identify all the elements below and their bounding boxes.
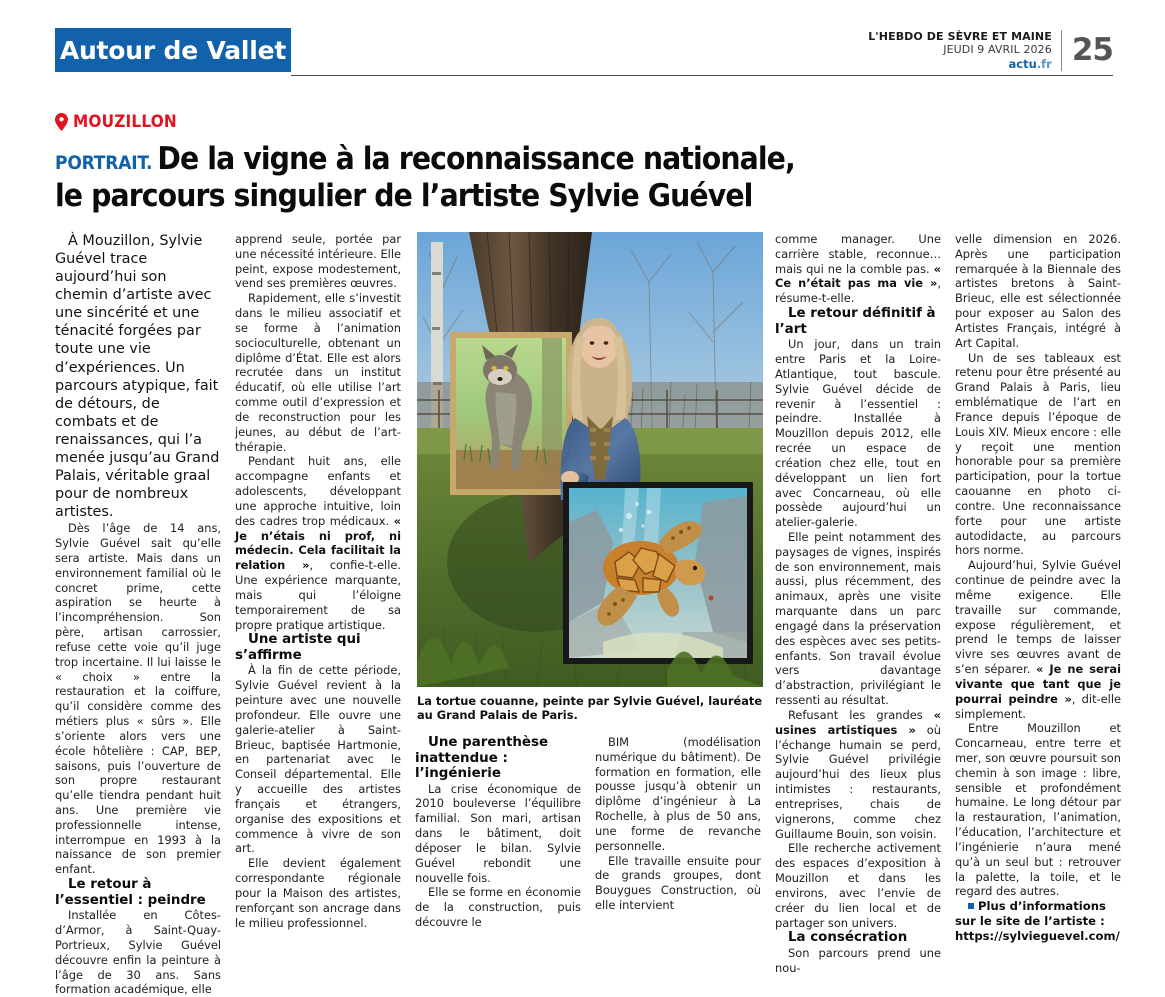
paper-name: L'HEBDO DE SÈVRE ET MAINE — [868, 30, 1052, 43]
masthead-info-block — [868, 30, 1113, 71]
photo-illustration — [417, 232, 763, 687]
quote-attribution: , dit-elle simplement. — [955, 691, 1122, 721]
paragraph: velle dimension en 2026. Après une participation remarquée à la Biennale des artistes bretons à Saint-Brieuc, elle est sélectionnée pour exposer au Salon des Artistes Français, intégré à Art Capital. — [955, 232, 1121, 350]
headline-block — [55, 142, 995, 215]
headline-line-1 — [55, 142, 995, 177]
paragraph: BIM (modélisation numérique du bâtiment). De formation en formation, elle pousse jusqu’à obtenir un diplôme d’ingénieur à La Rochelle, à plus de 50 ans, une forme de revanche personnelle. — [595, 735, 761, 853]
locality-tag — [55, 112, 177, 132]
article-photo — [417, 232, 763, 687]
paragraph: À la fin de cette période, Sylvie Guével revient à la peinture avec une nouvelle profondeur. Elle ouvre une galerie-atelier à Saint-Brieuc, baptisée Hartmonie, en partenariat avec le Conseil départemental. Elle y accueille des artistes français et étrangers, organise des expositions et commence à vivre de son art. — [235, 663, 401, 856]
pull-quote: « Ce n’était pas ma vie » — [775, 261, 941, 291]
quote-lead-in: Refusant les grandes — [788, 707, 934, 722]
pull-quote: « Je n’étais ni prof, ni médecin. Cela facilitait la relation » — [235, 513, 401, 573]
paragraph: Son parcours prend une nou- — [775, 945, 941, 975]
subheading-artiste-saffirme: Une artiste qui s’affirme — [235, 632, 361, 663]
paragraph: Elle devient également correspondante régionale pour la Maison des artistes, renforçant son ancrage dans le milieu professionnel. — [235, 856, 401, 930]
subheading-consecration: La consécration — [788, 930, 908, 946]
standfirst: À Mouzillon, Sylvie Guével trace aujourd’hui son chemin d’artiste avec une sincérité et une ténacité forgées par toute une vie d’expériences. Un parcours atypique, fait de détours, de combats et de renaissances, qui l’a menée jusqu’au Grand Palais, véritable graal pour de nombreux artistes. — [55, 233, 220, 521]
paragraph: Elle recherche activement des espaces d’exposition à Mouzillon et dans les environs, avec l’envie de créer du lien local et de partager son univers. — [775, 841, 941, 930]
quote-lead-in: Pendant huit ans, elle accompagne enfants et adolescents, développant une approche intuitive, loin des cadres trop médicaux. — [235, 454, 401, 528]
column-3 — [415, 735, 581, 930]
pull-quote: « usines artistiques » — [775, 707, 941, 737]
quote-attribution: , résume-t-elle. — [775, 276, 941, 306]
subheading-retour-definitif: Le retour définitif à l’art — [775, 306, 936, 337]
paragraph-with-quote — [235, 454, 401, 632]
issue-date: JEUDI 9 AVRIL 2026 — [943, 43, 1052, 57]
masthead-divider — [291, 75, 1113, 76]
brand-tld: .fr — [1036, 56, 1052, 71]
masthead-info — [868, 30, 1062, 71]
paragraph-with-quote — [775, 232, 941, 306]
map-pin-icon — [55, 113, 68, 131]
paragraph: La crise économique de 2010 bouleverse l’équilibre familial. Son mari, artisan dans le bâtiment, doit déposer le bilan. Sylvie Guével rebondit une nouvelle fois. — [415, 781, 581, 885]
paragraph: Elle travaille ensuite pour de grands groupes, dont Bouygues Construction, où elle intervient — [595, 853, 761, 913]
headline-part-2: le parcours singulier de l’artiste Sylvie Guével — [55, 178, 753, 215]
page-number: 25 — [1071, 32, 1113, 69]
more-info-note[interactable] — [955, 899, 1121, 943]
column-1 — [55, 232, 221, 997]
paragraph-with-quote — [955, 558, 1121, 721]
square-bullet-icon — [968, 903, 974, 909]
column-5 — [775, 232, 941, 976]
column-6 — [955, 232, 1121, 943]
paragraph: Un de ses tableaux est retenu pour être présenté au Grand Palais à Paris, lieu emblématique de l’art en France depuis l’époque de Louis XIV. Mieux encore : elle y reçoit une mention honorable pour sa première participation, pour la tortue caouanne en photo ci-contre. Une reconnaissance forte pour une artiste autodidacte, au parcours hors norme. — [955, 350, 1121, 558]
paragraph: apprend seule, portée par une nécessité intérieure. Elle peint, expose modestement, vend ses premières œuvres. — [235, 232, 401, 291]
masthead — [55, 28, 1113, 76]
more-info-text: Plus d’informations sur le site de l’artiste : https://sylvieguevel.com/ — [955, 899, 1120, 943]
brand-name: actu — [1008, 56, 1037, 71]
section-tab-label: Autour de Vallet — [59, 35, 287, 65]
quote-lead-in: comme manager. Une carrière stable, reconnue… mais qui ne la comble pas. — [775, 232, 941, 276]
headline-part-1: De la vigne à la reconnaissance nationale, — [157, 141, 795, 177]
paragraph: Dès l’âge de 14 ans, Sylvie Guével sait qu’elle sera artiste. Mais dans un environnement familial où le concret prime, cette aspiration se heurte à l’incompréhension. Son père, artisan carrossier, refuse cette voie qu’il juge trop incertaine. Il lui laisse le « choix » entre la restauration et la coiffure, qu’il considère comme des métiers plus « sûrs ». Elle s’oriente alors vers une école hôtelière : CAP, BEP, saisons, puis l’ouverture de son propre restaurant qu’elle tiendra pendant huit ans. Une première vie professionnelle intense, interrompue en 1993 à la naissance de son premier enfant. — [55, 521, 221, 877]
photo-caption: La tortue couanne, peinte par Sylvie Guével, lauréate au Grand Palais de Paris. — [417, 694, 763, 723]
column-2 — [235, 232, 401, 930]
locality-name: MOUZILLON — [73, 112, 177, 132]
section-tab[interactable] — [55, 28, 291, 72]
paragraph-with-quote — [775, 708, 941, 841]
quote-continuation: où l’échange humain se perd, Sylvie Guével privilégie aujourd’hui des lieux plus intimistes : restaurants, entreprises, chais de vignerons, comme chez Guillaume Bouin, son voisin. — [775, 722, 941, 841]
paragraph: Rapidement, elle s’investit dans le milieu associatif et se forme à l’animation socioculturelle, obtenant un diplôme d’État. Elle est alors recrutée dans un institut éducatif, où elle utilise l’art comme outil d’expression et de reconstruction pour les jeunes, au début de l’art-thérapie. — [235, 291, 401, 454]
paragraph: Installée en Côtes-d’Armor, à Saint-Quay-Portrieux, Sylvie Guével découvre enfin la peinture à l’âge de 30 ans. Sans formation académique, elle — [55, 908, 221, 997]
quote-lead-in: Aujourd’hui, Sylvie Guével continue de peindre avec la même exigence. Elle travaille sur commande, expose régulièrement, et prend le temps de laisser vivre ses œuvres avant de s’en séparer. — [955, 558, 1121, 677]
paragraph: Elle peint notamment des paysages de vignes, inspirés de son environnement, mais aussi, plus récemment, des animaux, après une visite marquante dans un parc engagé dans la préservation des espèces avec ses petits-enfants. Son travail évolue vers davantage d’abstraction, privilégiant le ressenti au résultat. — [775, 530, 941, 708]
pull-quote: « Je ne serai vivante que tant que je pourrai peindre » — [955, 662, 1121, 706]
paragraph: Elle se forme en économie de la construction, puis découvre le — [415, 885, 581, 930]
paragraph: Entre Mouzillon et Concarneau, entre terre et mer, son œuvre poursuit son chemin à son image : libre, sensible et profondément humaine. Le long détour par la restauration, l’animation, l’éducation, l’architecture et l’ingénierie n’aura mené qu’à un seul but : retrouver la palette, la toile, et le regard des autres. — [955, 721, 1121, 899]
paragraph: Un jour, dans un train entre Paris et la Loire-Atlantique, tout bascule. Sylvie Guével décide de revenir à l’essentiel : peindre. Installée à Mouzillon depuis 2012, elle recrée un espace de création chez elle, tout en développant un lien fort avec Concarneau, où elle possède aujourd’hui un atelier-galerie. — [775, 337, 941, 530]
subheading-retour-essentiel: Le retour à l’essentiel : peindre — [55, 877, 206, 908]
brand-logo — [868, 57, 1052, 71]
subheading-parenthese-ingenierie: Une parenthèse inattendue : l’ingénierie — [415, 735, 549, 782]
quote-attribution: , confie-t-elle. Une expérience marquante, mais qui l’éloigne temporairement de sa propre pratique artistique. — [235, 558, 402, 632]
article-columns — [55, 232, 1122, 997]
column-4 — [595, 735, 761, 913]
kicker: PORTRAIT. — [55, 152, 153, 174]
